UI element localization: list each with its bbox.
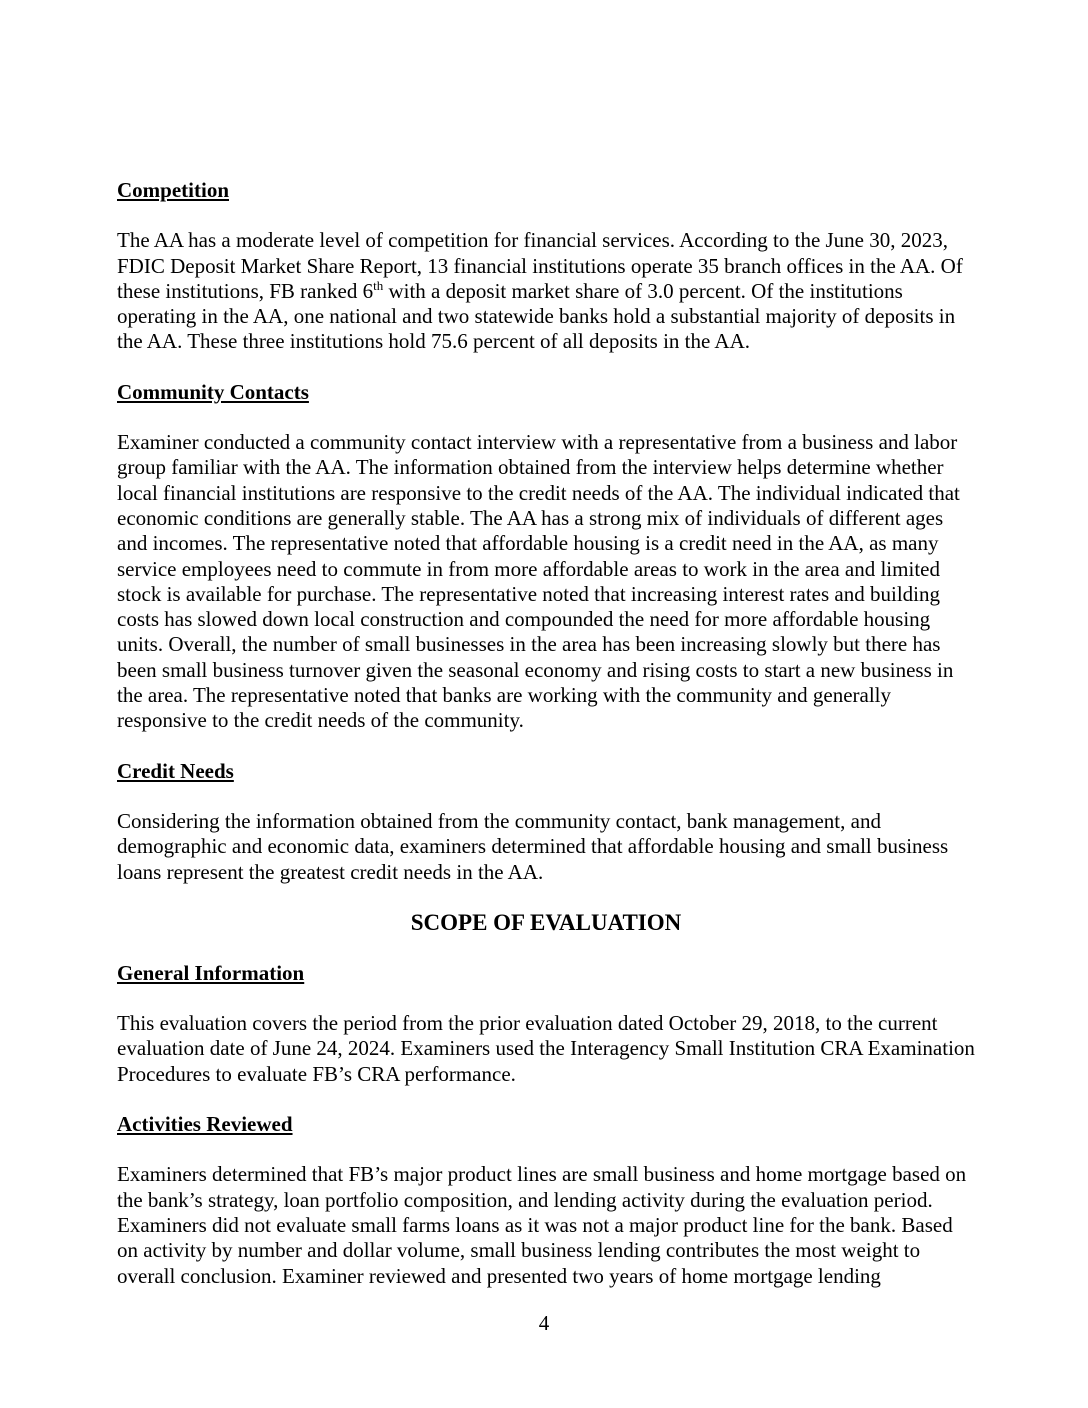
page-number: 4 [538, 1310, 550, 1335]
section-credit-needs [117, 759, 975, 885]
section-heading-community-contacts: Community Contacts [117, 379, 309, 404]
ordinal-superscript: th [373, 277, 384, 293]
paragraph-text-before-superscript: The AA has a moderate level of competition for financial services. According to the June 30, 2023, FDIC Deposit Market Share Report, 13 financial institutions operate 35 branch offices in the AA. Of these institutions, FB ranked 6 [117, 228, 963, 303]
paragraph-community-contacts: Examiner conducted a community contact interview with a representative from a business and labor group familiar with the AA. The information obtained from the interview helps determine whether local financial institutions are responsive to the credit needs of the AA. The individual indicated that economic conditions are generally stable. The AA has a strong mix of individuals of different ages and incomes. The representative noted that affordable housing is a credit need in the AA, as many service employees need to commute in from more affordable areas to work in the area and limited stock is available for purchase. The representative noted that increasing interest rates and building costs has slowed down local construction and compounded the need for more affordable housing units. Overall, the number of small businesses in the area has been increasing slowly but there has been small business turnover given the seasonal economy and rising costs to start a new business in the area. The representative noted that banks are working with the community and generally responsive to the credit needs of the community. [117, 430, 960, 733]
paragraph-activities-reviewed: Examiners determined that FB’s major product lines are small business and home mortgage based on the bank’s strategy, loan portfolio composition, and lending activity during the evaluation period. Examiners did not evaluate small farms loans as it was not a major product line for the bank. Based on activity by number and dollar volume, small business lending contributes the most weight to overall conclusion. Examiner reviewed and presented two years of home mortgage lending [117, 1162, 967, 1288]
paragraph-general-information: This evaluation covers the period from the prior evaluation dated October 29, 2018, to the current evaluation date of June 24, 2024. Examiners used the Interagency Small Institution CRA Examination Procedures to evaluate FB’s CRA performance. [117, 1011, 975, 1086]
section-competition [117, 178, 975, 355]
paragraph-competition [117, 228, 975, 354]
section-activities-reviewed [117, 1112, 975, 1289]
section-heading-general-information: General Information [117, 960, 305, 985]
section-heading-competition: Competition [117, 178, 229, 202]
paragraph-credit-needs: Considering the information obtained from the community contact, bank management, and demographic and economic data, examiners determined that affordable housing and small business loans represent the greatest credit needs in the AA. [117, 808, 949, 884]
section-heading-credit-needs: Credit Needs [117, 758, 234, 783]
section-community-contacts [117, 380, 975, 734]
paragraph-text-after-superscript: with a deposit market share of 3.0 percent. Of the institutions operating in the AA, one national and two statewide banks hold a substantial majority of deposits in the AA. These three institutions hold 75.6 percent of all deposits in the AA. [117, 278, 956, 354]
scope-of-evaluation-heading: SCOPE OF EVALUATION [410, 909, 682, 935]
section-general-information [117, 961, 975, 1087]
section-heading-activities-reviewed: Activities Reviewed [117, 1112, 293, 1137]
